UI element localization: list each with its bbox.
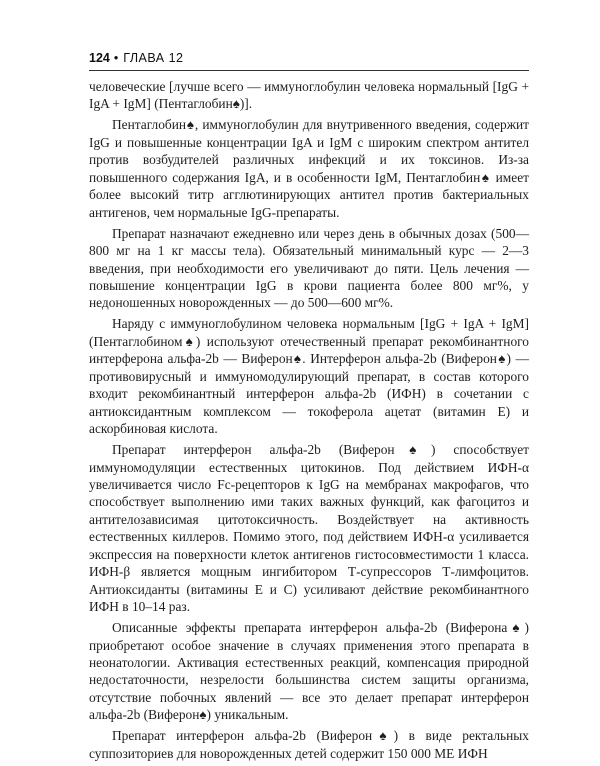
paragraph-neonatology: Описанные эффекты препарата интерферон альфа-2b (Виферона♠) приобретают особое значение в случаях применения этого препарата в неонатологии. Активация естественных реакций, компенсация природной недостаточности, незрелости большинства систем защиты организма, отсутствие побочных явлений — все это делает препарат интерферон альфа-2b (Виферон♠) уникальным. [89,620,529,723]
paragraph-pentaglobin: Пентаглобин♠, иммуноглобулин для внутривенного введения, содержит IgG и повышенные концентрации IgA и IgM с широким спектром антител против возбудителей различных инфекций и их токсинов. Из-за повышенного содержания IgA, и в особенности IgM, Пентаглобин♠ имеет более высокий титр агглютинирующих антител против бактериальных антигенов, чем нормальные IgG-препараты. [89,117,529,220]
page-number: 124 [89,51,110,65]
running-header [89,50,529,66]
paragraph-dosage: Препарат назначают ежедневно или через день в обычных дозах (500—800 мг на 1 кг массы тела). Обязательный минимальный курс — 2—3 введения, при необходимости его увеличивают до пяти. Цель лечения — повышение концентрации IgG в крови пациента более 800 мг%, у недоношенных новорожденных — до 500—600 мг%. [89,225,529,311]
paragraph-immunomodulation: Препарат интерферон альфа-2b (Виферон♠) способствует иммуномодуляции естественных цитокинов. Под действием ИФН-α увеличивается число Fc-рецепторов к IgG на мембранах макрофагов, что способствует выполнению ими таких важных функций, как фагоцитоз и антителозависимая цитотоксичность. Воздействует на активность естественных киллеров. Помимо этого, под действием ИФН-α усиливается экспрессия на поверхности клеток антигенов гистосовместимости 1 класса. ИФН-β является мощным ингибитором Т-супрессоров Т-лимфоцитов. Антиоксиданты (витамины Е и С) усиливают действие рекомбинантного ИФН в 10–14 раз. [89,442,529,615]
chapter-title: ГЛАВА 12 [123,51,184,65]
header-rule [89,70,529,71]
body-text [89,78,529,766]
header-bullet: • [113,51,119,65]
paragraph-continuation: человеческие [лучше всего — иммуноглобулин человека нормальный [IgG + IgA + IgM] (Пентаглобин♠)]. [89,79,529,112]
paragraph-suppositories: Препарат интерферон альфа-2b (Виферон♠) в виде ректальных суппозиториев для новорожденных детей содержит 150 000 МЕ ИФН [89,728,529,761]
paragraph-viferon-intro: Наряду с иммуноглобулином человека нормальным [IgG + IgA + IgM] (Пентаглобином♠) используют отечественный препарат рекомбинантного интерферона альфа-2b — Виферон♠. Интерферон альфа-2b (Виферон♠) — противовирусный и иммуномодулирующий препарат, в состав которого входит рекомбинантный интерферон альфа-2b (ИФН) в сочетании с антиоксидантным комплексом — токоферола ацетат (витамин Е) и аскорбиновая кислота. [89,316,529,437]
